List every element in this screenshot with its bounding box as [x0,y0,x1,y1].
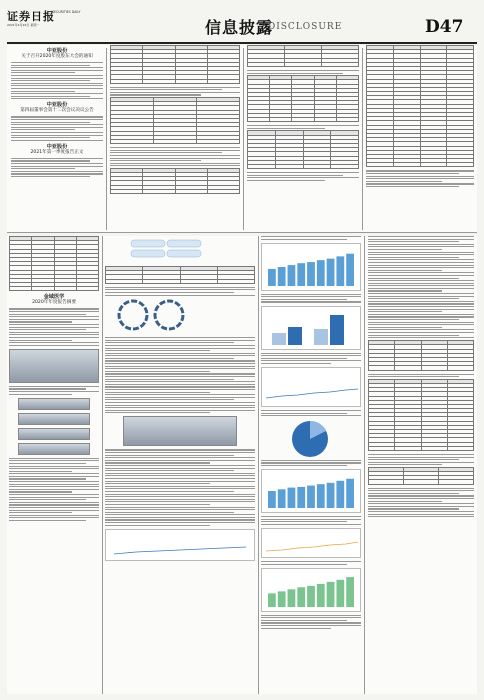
lab-photo [9,349,99,383]
bar [307,262,315,286]
notice-company: 中亚股份 [46,143,68,150]
report-column-3 [261,236,361,694]
report-company: 金域医学 [43,294,65,301]
section-title: 信息披露 [205,18,274,37]
data-table [110,97,240,144]
notice-body [11,116,103,140]
bar [346,479,354,508]
financial-tables-column [110,45,240,232]
product-images [9,398,99,455]
bar [288,265,296,286]
notice-body [11,158,103,177]
bar [278,591,286,607]
page-number: D47 [425,17,464,37]
bar [317,584,325,607]
bar [336,256,344,286]
bar-chart [261,469,361,513]
report-heading [9,294,99,306]
bar [317,260,325,286]
bar [317,484,325,508]
bar-chart [261,568,361,612]
logo-subtitle: SECURITIES DAILY [52,10,81,14]
line-chart [105,529,255,561]
bar [268,269,276,286]
bar [307,586,315,607]
process-cycle-diagram [105,297,255,333]
bar [297,487,305,508]
bar [288,488,296,508]
bar [307,486,315,508]
report-column-4 [368,236,474,694]
bar [336,579,344,606]
data-table [366,45,474,167]
report-title: 2020年年度报告摘要 [32,300,76,306]
newspaper-logo: 证券日报 [7,10,55,23]
data-table [105,266,255,284]
bar [327,258,335,285]
data-table [247,45,359,67]
business-diagram [105,236,255,262]
data-table [368,467,474,485]
bar [327,483,335,508]
data-table [247,130,359,169]
bar [346,577,354,607]
bar [297,587,305,607]
bar [346,253,354,285]
bar-chart [261,243,361,291]
notice-heading [11,102,103,114]
notice-company: 中亚股份 [46,48,68,54]
report-column-2 [105,236,255,694]
data-table [110,168,240,194]
data-table [368,379,474,451]
dateline: 2021年4月26日 星期一 [7,23,40,27]
report-column-1 [9,236,99,694]
bar [336,481,344,508]
bar [278,489,286,508]
notice-column [11,45,103,232]
line-chart [261,367,361,407]
data-table [247,75,359,122]
data-table [110,45,240,84]
bar [268,491,276,508]
product-banner-image [123,416,237,446]
pie-chart [261,418,361,460]
financial-tables-column [366,45,474,232]
bar [327,581,335,606]
top-section [7,45,477,233]
notice-title: 关于召开2020年度股东大会的通知 [21,54,93,59]
data-table [368,340,474,370]
notice-heading [11,48,103,60]
annual-report-section [7,236,477,694]
notice-title: 2021年第一季度报告正文 [30,149,84,155]
financial-tables-column [247,45,359,232]
bar [278,267,286,286]
bar [288,589,296,607]
notice-heading [11,144,103,156]
notice-title: 第四届董事会第十二次会议决议公告 [20,108,94,114]
masthead [0,0,484,42]
line-chart [261,528,361,558]
report-body [9,308,99,345]
notice-company: 中亚股份 [46,102,68,109]
bar [297,263,305,286]
bar-chart [261,306,361,350]
masthead-rule [7,42,477,44]
bar [268,593,276,607]
section-title-en: DISCLOSURE [268,22,343,32]
notice-body [11,62,103,99]
data-table [9,236,99,291]
